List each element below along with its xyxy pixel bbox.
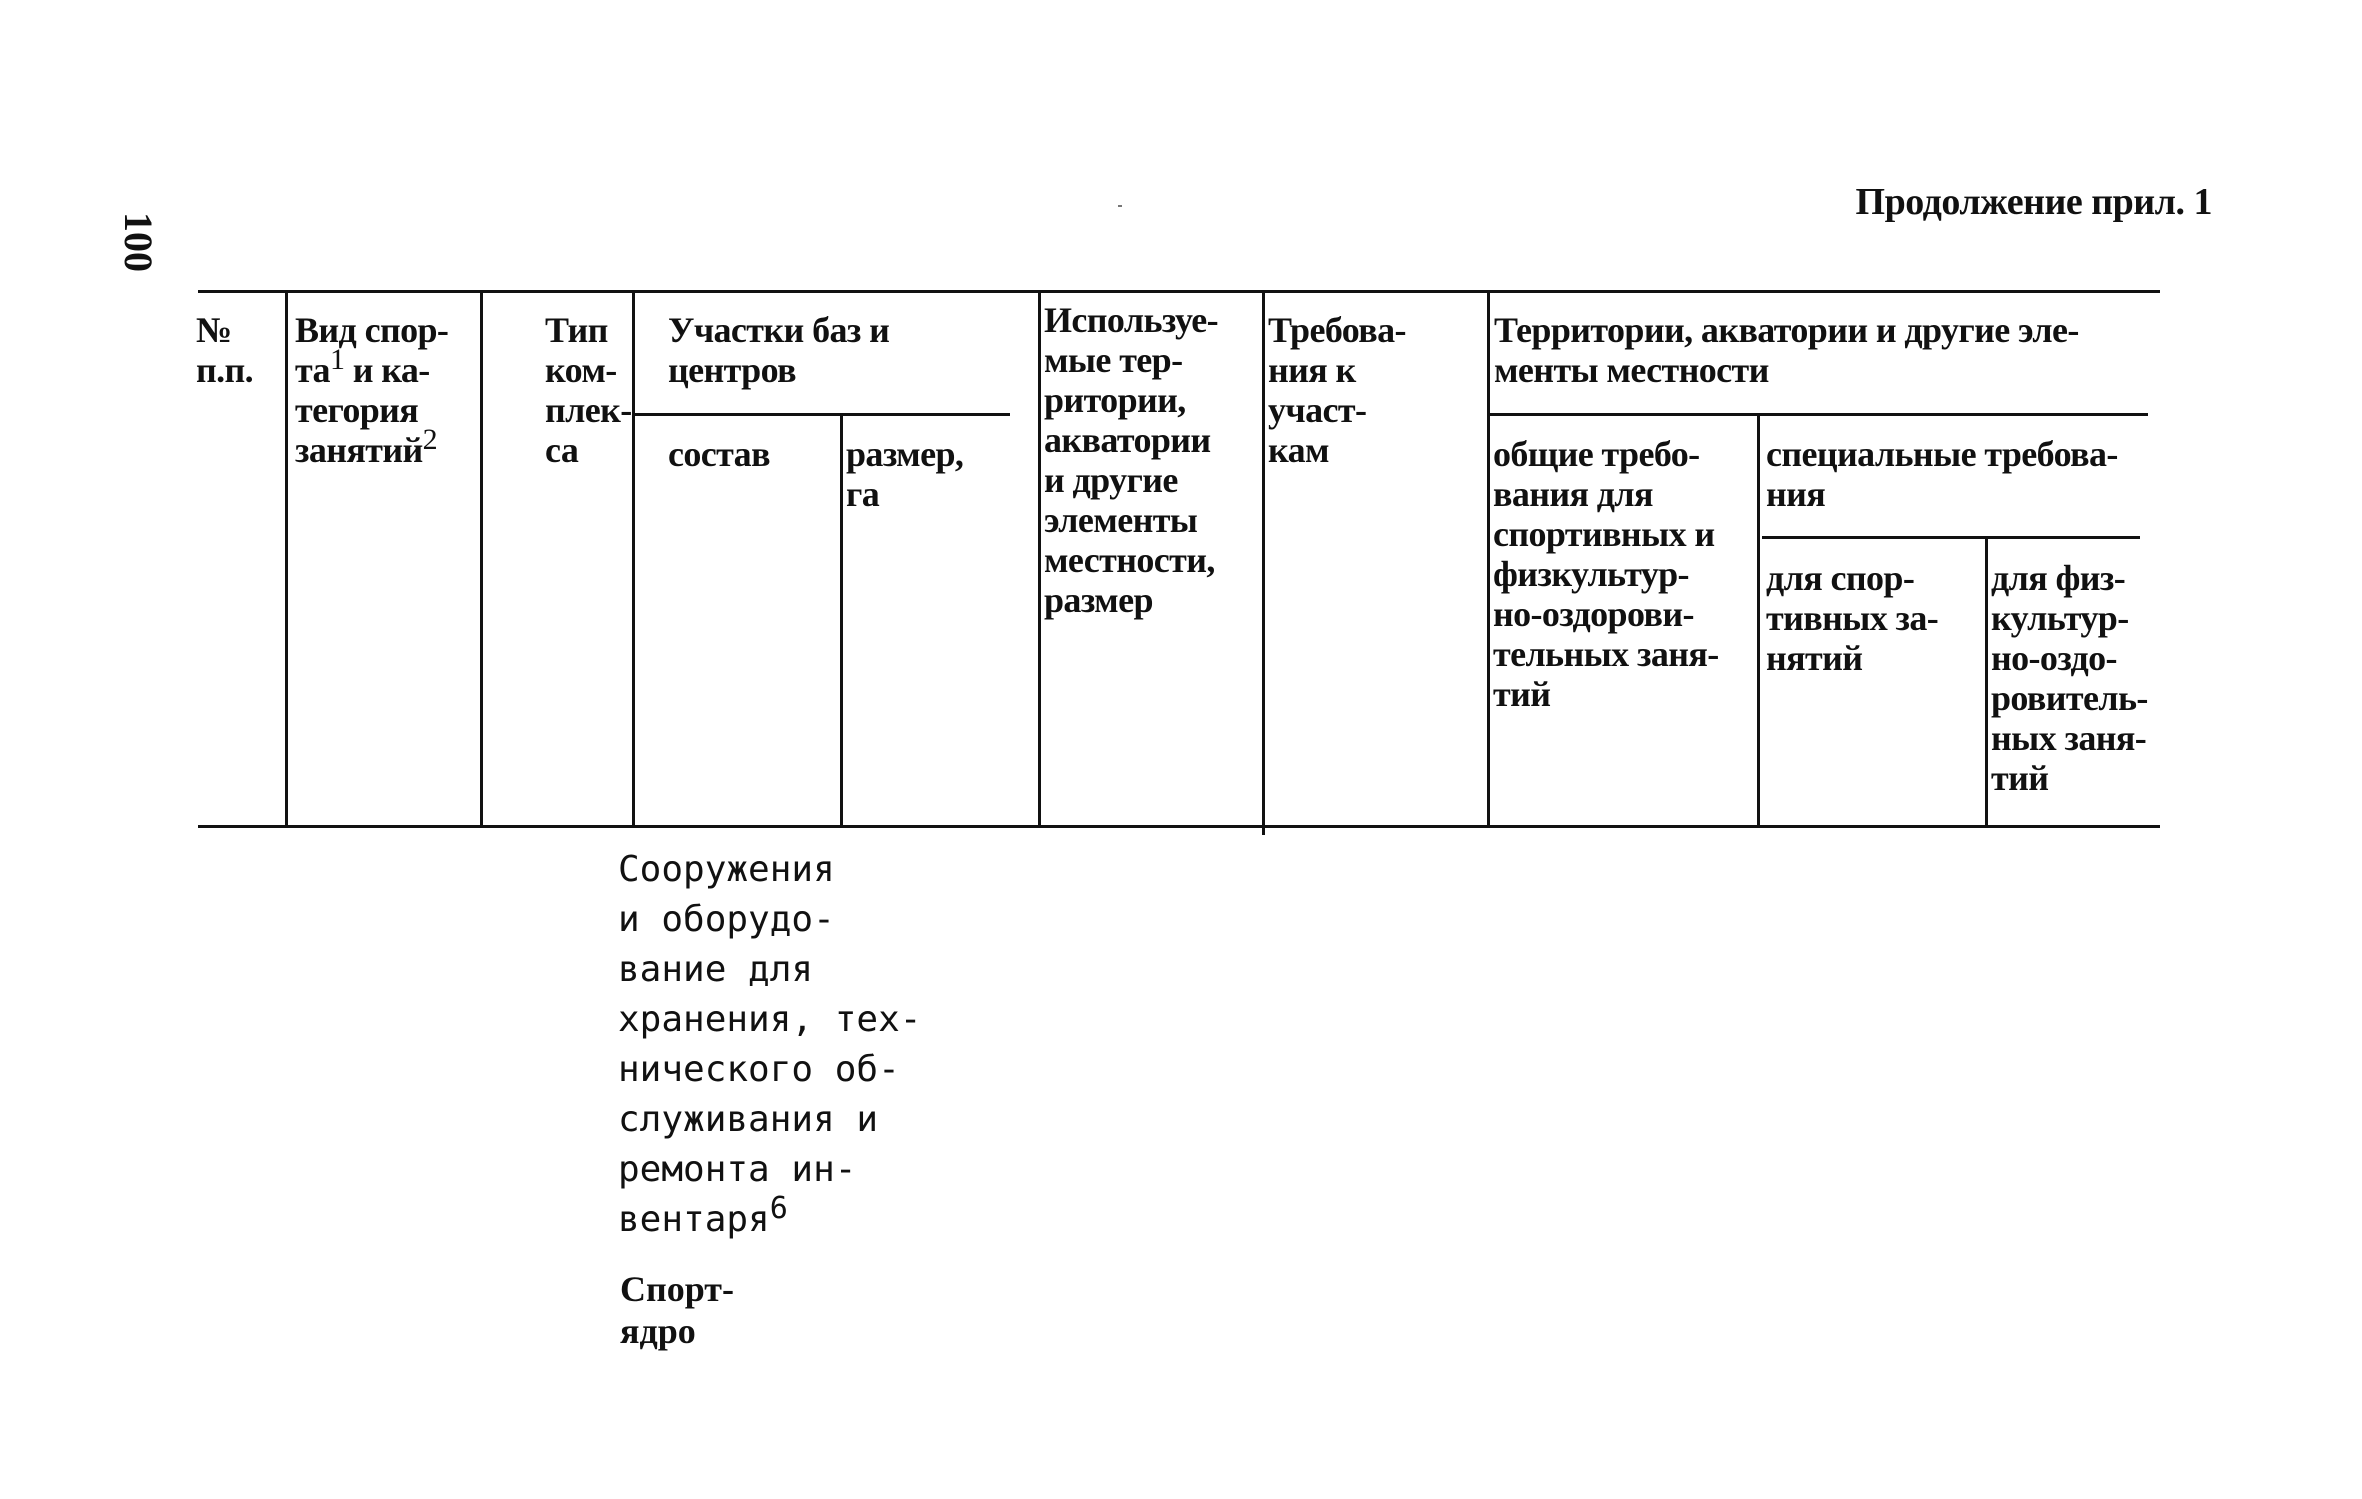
header-special-fitness: для физ- культур- но-оздо- ровитель- ных заня- тий bbox=[1991, 558, 2148, 798]
scan-speck bbox=[1118, 205, 1122, 207]
sport-core-text: Спорт- ядро bbox=[620, 1269, 734, 1351]
footnote-mark-2: 2 bbox=[422, 423, 438, 456]
divider-composition-size bbox=[840, 413, 843, 825]
divider-used-requirements bbox=[1262, 290, 1265, 835]
divider-special-sport-fitness bbox=[1985, 536, 1988, 825]
header-sites: Участки баз и центров bbox=[668, 310, 890, 390]
header-sites-composition: состав bbox=[668, 434, 770, 474]
structures-equipment-text bbox=[618, 845, 921, 1245]
territories-subheader-rule bbox=[1490, 413, 2148, 416]
page-number: 100 bbox=[116, 212, 161, 272]
header-sport-text-b: и ка- тегория занятий bbox=[295, 350, 430, 470]
structures-text: Сооружения и оборудо- вание для хранения, тех- нического об- служивания и ремонта ин- вентаря bbox=[618, 849, 922, 1240]
header-general-requirements: общие требо- вания для спортивных и физкультур- но-оздорови- тельных заня- тий bbox=[1493, 434, 1719, 714]
special-subheader-rule bbox=[1762, 536, 2140, 539]
table-top-rule bbox=[198, 290, 2160, 293]
header-number: № п.п. bbox=[196, 310, 254, 390]
sites-subheader-rule bbox=[632, 413, 1010, 416]
header-complex-type: Тип ком- плек- са bbox=[545, 310, 632, 470]
header-territories: Территории, акватории и другие эле- менты местности bbox=[1494, 310, 2079, 390]
header-special-requirements: специальные требова- ния bbox=[1766, 434, 2118, 514]
table-bottom-rule bbox=[198, 825, 2160, 828]
footnote-mark-6: 6 bbox=[769, 1191, 788, 1226]
header-sport-category bbox=[295, 310, 475, 470]
divider-sites-used bbox=[1038, 290, 1041, 825]
divider-general-special bbox=[1757, 413, 1760, 825]
footnote-mark-1: 1 bbox=[329, 343, 345, 376]
divider-no-sport bbox=[285, 290, 288, 825]
continuation-title: Продолжение прил. 1 bbox=[1855, 181, 2212, 223]
divider-sport-type bbox=[480, 290, 483, 825]
header-used-areas: Используе- мые тер- ритории, акватории и другие элементы местности, размер bbox=[1044, 300, 1219, 620]
divider-type-sites bbox=[632, 290, 635, 825]
header-special-sport: для спор- тивных за- нятий bbox=[1766, 558, 1939, 678]
divider-requirements-territories bbox=[1487, 290, 1490, 825]
header-sport-text-a: Вид спор- та bbox=[295, 310, 449, 390]
header-sites-size: размер, га bbox=[846, 434, 964, 514]
header-site-requirements: Требова- ния к участ- кам bbox=[1268, 310, 1406, 470]
